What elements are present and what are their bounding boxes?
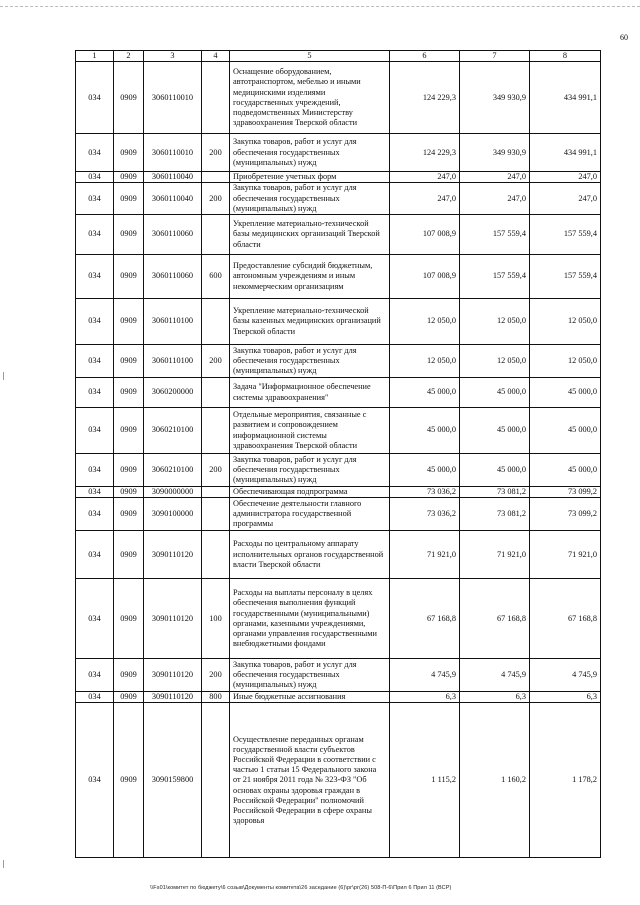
description-cell: Обеспечивающая подпрограмма: [230, 487, 390, 498]
section-code-cell: 0909: [114, 134, 144, 172]
section-code-cell: 0909: [114, 692, 144, 703]
table-row: [76, 579, 601, 659]
amount-year1-cell: 107 008,9: [390, 255, 460, 299]
admin-code-cell: 034: [76, 692, 114, 703]
target-article-cell: 3090110120: [144, 659, 202, 692]
admin-code-cell: 034: [76, 579, 114, 659]
table-row: [76, 62, 601, 134]
amount-year3-cell: 4 745,9: [530, 659, 601, 692]
admin-code-cell: 034: [76, 378, 114, 408]
table-row: [76, 454, 601, 487]
expense-type-cell: [202, 215, 230, 255]
table-row: [76, 255, 601, 299]
admin-code-cell: 034: [76, 255, 114, 299]
table-row: [76, 498, 601, 531]
expense-type-cell: [202, 408, 230, 454]
target-article-cell: 3060110100: [144, 299, 202, 345]
admin-code-cell: 034: [76, 454, 114, 487]
section-code-cell: 0909: [114, 378, 144, 408]
target-article-cell: 3060110040: [144, 183, 202, 215]
target-article-cell: 3060110060: [144, 215, 202, 255]
expense-type-cell: 200: [202, 454, 230, 487]
table-row: [76, 378, 601, 408]
table-row: [76, 487, 601, 498]
amount-year1-cell: 124 229,3: [390, 134, 460, 172]
amount-year2-cell: 1 160,2: [460, 703, 530, 858]
target-article-cell: 3060110040: [144, 172, 202, 183]
amount-year1-cell: 124 229,3: [390, 62, 460, 134]
target-article-cell: 3060210100: [144, 408, 202, 454]
amount-year2-cell: 73 081,2: [460, 498, 530, 531]
amount-year2-cell: 247,0: [460, 183, 530, 215]
target-article-cell: 3060110010: [144, 62, 202, 134]
target-article-cell: 3060200000: [144, 378, 202, 408]
amount-year1-cell: 4 745,9: [390, 659, 460, 692]
expense-type-cell: 600: [202, 255, 230, 299]
description-cell: Оснащение оборудованием, автотранспортом, мебелью и иными медицинскими изделиями государственных учреждений, подведомственных Министерству здравоохранения Тверской области: [230, 62, 390, 134]
amount-year3-cell: 1 178,2: [530, 703, 601, 858]
admin-code-cell: 034: [76, 659, 114, 692]
section-code-cell: 0909: [114, 498, 144, 531]
table-row: [76, 172, 601, 183]
expense-type-cell: 200: [202, 183, 230, 215]
amount-year2-cell: 12 050,0: [460, 299, 530, 345]
section-code-cell: 0909: [114, 255, 144, 299]
section-code-cell: 0909: [114, 703, 144, 858]
target-article-cell: 3060110100: [144, 345, 202, 378]
column-header-7: 7: [460, 51, 530, 62]
description-cell: Укрепление материально-технической базы медицинских организаций Тверской области: [230, 215, 390, 255]
column-header-5: 5: [230, 51, 390, 62]
description-cell: Закупка товаров, работ и услуг для обеспечения государственных (муниципальных) нужд: [230, 659, 390, 692]
amount-year2-cell: 157 559,4: [460, 255, 530, 299]
target-article-cell: 3090110120: [144, 531, 202, 579]
table-row: [76, 692, 601, 703]
expense-type-cell: 100: [202, 579, 230, 659]
amount-year1-cell: 12 050,0: [390, 345, 460, 378]
description-cell: Укрепление материально-технической базы казенных медицинских организаций Тверской области: [230, 299, 390, 345]
expense-type-cell: 200: [202, 345, 230, 378]
table-row: [76, 215, 601, 255]
table-row: [76, 659, 601, 692]
admin-code-cell: 034: [76, 299, 114, 345]
section-code-cell: 0909: [114, 454, 144, 487]
description-cell: Задача "Информационное обеспечение системы здравоохранения": [230, 378, 390, 408]
section-code-cell: 0909: [114, 183, 144, 215]
amount-year1-cell: 247,0: [390, 172, 460, 183]
expense-type-cell: 200: [202, 659, 230, 692]
target-article-cell: 3090110120: [144, 579, 202, 659]
admin-code-cell: 034: [76, 62, 114, 134]
description-cell: Закупка товаров, работ и услуг для обеспечения государственных (муниципальных) нужд: [230, 454, 390, 487]
amount-year1-cell: 12 050,0: [390, 299, 460, 345]
column-header-8: 8: [530, 51, 601, 62]
amount-year3-cell: 157 559,4: [530, 255, 601, 299]
amount-year2-cell: 67 168,8: [460, 579, 530, 659]
column-header-4: 4: [202, 51, 230, 62]
table-row: [76, 408, 601, 454]
amount-year2-cell: 45 000,0: [460, 454, 530, 487]
amount-year1-cell: 1 115,2: [390, 703, 460, 858]
footer-file-path: \\Fs01\комитет по бюджету\6 созыв\Документы комитета\26 заседание (6)\рг\рг(26) 508-П-6\Прил 6 Прил 11 (ВСР): [150, 885, 452, 891]
description-cell: Расходы по центральному аппарату исполнительных органов государственной власти Тверской области: [230, 531, 390, 579]
amount-year3-cell: 247,0: [530, 172, 601, 183]
expense-type-cell: [202, 62, 230, 134]
table-row: [76, 183, 601, 215]
table-row: [76, 531, 601, 579]
amount-year1-cell: 107 008,9: [390, 215, 460, 255]
section-code-cell: 0909: [114, 172, 144, 183]
target-article-cell: 3090000000: [144, 487, 202, 498]
admin-code-cell: 034: [76, 408, 114, 454]
admin-code-cell: 034: [76, 172, 114, 183]
column-header-3: 3: [144, 51, 202, 62]
margin-mark: [3, 860, 4, 868]
amount-year3-cell: 12 050,0: [530, 345, 601, 378]
admin-code-cell: 034: [76, 183, 114, 215]
description-cell: Отдельные мероприятия, связанные с развитием и сопровождением информационной системы здравоохранения Тверской области: [230, 408, 390, 454]
admin-code-cell: 034: [76, 531, 114, 579]
target-article-cell: 3090159800: [144, 703, 202, 858]
section-code-cell: 0909: [114, 531, 144, 579]
description-cell: Иные бюджетные ассигнования: [230, 692, 390, 703]
amount-year1-cell: 73 036,2: [390, 498, 460, 531]
target-article-cell: 3060210100: [144, 454, 202, 487]
section-code-cell: 0909: [114, 408, 144, 454]
table-row: [76, 345, 601, 378]
admin-code-cell: 034: [76, 215, 114, 255]
amount-year2-cell: 247,0: [460, 172, 530, 183]
amount-year3-cell: 45 000,0: [530, 408, 601, 454]
admin-code-cell: 034: [76, 703, 114, 858]
amount-year3-cell: 73 099,2: [530, 498, 601, 531]
section-code-cell: 0909: [114, 579, 144, 659]
expense-type-cell: 200: [202, 134, 230, 172]
expense-type-cell: 800: [202, 692, 230, 703]
amount-year3-cell: 12 050,0: [530, 299, 601, 345]
amount-year2-cell: 71 921,0: [460, 531, 530, 579]
target-article-cell: 3060110060: [144, 255, 202, 299]
amount-year2-cell: 157 559,4: [460, 215, 530, 255]
amount-year3-cell: 157 559,4: [530, 215, 601, 255]
section-code-cell: 0909: [114, 299, 144, 345]
column-header-6: 6: [390, 51, 460, 62]
table-row: [76, 703, 601, 858]
expense-type-cell: [202, 378, 230, 408]
amount-year2-cell: 73 081,2: [460, 487, 530, 498]
amount-year1-cell: 67 168,8: [390, 579, 460, 659]
amount-year1-cell: 73 036,2: [390, 487, 460, 498]
admin-code-cell: 034: [76, 134, 114, 172]
column-header-1: 1: [76, 51, 114, 62]
description-cell: Расходы на выплаты персоналу в целях обеспечения выполнения функций государственными (муниципальными) органами, казенными учреждениями, органами управления государственными внебюджетными фондами: [230, 579, 390, 659]
amount-year2-cell: 45 000,0: [460, 408, 530, 454]
admin-code-cell: 034: [76, 498, 114, 531]
description-cell: Осуществление переданных органам государственной власти субъектов Российской Федерации в соответствии с частью 1 статьи 15 Федерального закона от 21 ноября 2011 года № 323-ФЗ "Об основах охраны здоровья граждан в Российской Федерации" полномочий Российской Федерации в сфере охраны здоровья: [230, 703, 390, 858]
expense-type-cell: [202, 487, 230, 498]
description-cell: Обеспечение деятельности главного администратора государственной программы: [230, 498, 390, 531]
amount-year2-cell: 6,3: [460, 692, 530, 703]
amount-year3-cell: 6,3: [530, 692, 601, 703]
amount-year1-cell: 45 000,0: [390, 378, 460, 408]
amount-year3-cell: 67 168,8: [530, 579, 601, 659]
margin-mark: [3, 372, 4, 380]
amount-year3-cell: 434 991,1: [530, 134, 601, 172]
amount-year3-cell: 45 000,0: [530, 378, 601, 408]
description-cell: Предоставление субсидий бюджетным, автономным учреждениям и иным некоммерческим организациям: [230, 255, 390, 299]
section-code-cell: 0909: [114, 62, 144, 134]
target-article-cell: 3090100000: [144, 498, 202, 531]
budget-table: [75, 50, 601, 858]
column-header-2: 2: [114, 51, 144, 62]
expense-type-cell: [202, 498, 230, 531]
admin-code-cell: 034: [76, 487, 114, 498]
description-cell: Закупка товаров, работ и услуг для обеспечения государственных (муниципальных) нужд: [230, 183, 390, 215]
page-number: 60: [620, 33, 628, 42]
expense-type-cell: [202, 299, 230, 345]
amount-year3-cell: 434 991,1: [530, 62, 601, 134]
amount-year1-cell: 45 000,0: [390, 408, 460, 454]
admin-code-cell: 034: [76, 345, 114, 378]
section-code-cell: 0909: [114, 659, 144, 692]
expense-type-cell: [202, 531, 230, 579]
amount-year2-cell: 349 930,9: [460, 62, 530, 134]
amount-year3-cell: 71 921,0: [530, 531, 601, 579]
target-article-cell: 3090110120: [144, 692, 202, 703]
section-code-cell: 0909: [114, 345, 144, 378]
section-code-cell: 0909: [114, 215, 144, 255]
amount-year2-cell: 349 930,9: [460, 134, 530, 172]
amount-year2-cell: 4 745,9: [460, 659, 530, 692]
amount-year1-cell: 71 921,0: [390, 531, 460, 579]
amount-year3-cell: 45 000,0: [530, 454, 601, 487]
description-cell: Закупка товаров, работ и услуг для обеспечения государственных (муниципальных) нужд: [230, 134, 390, 172]
description-cell: Приобретение учетных форм: [230, 172, 390, 183]
section-code-cell: 0909: [114, 487, 144, 498]
amount-year3-cell: 247,0: [530, 183, 601, 215]
scan-edge-line: [0, 6, 640, 7]
expense-type-cell: [202, 172, 230, 183]
amount-year1-cell: 6,3: [390, 692, 460, 703]
amount-year1-cell: 45 000,0: [390, 454, 460, 487]
table-body: [76, 62, 601, 858]
amount-year3-cell: 73 099,2: [530, 487, 601, 498]
description-cell: Закупка товаров, работ и услуг для обеспечения государственных (муниципальных) нужд: [230, 345, 390, 378]
table-header-row: [76, 51, 601, 62]
table-row: [76, 134, 601, 172]
amount-year2-cell: 12 050,0: [460, 345, 530, 378]
table-row: [76, 299, 601, 345]
amount-year2-cell: 45 000,0: [460, 378, 530, 408]
target-article-cell: 3060110010: [144, 134, 202, 172]
expense-type-cell: [202, 703, 230, 858]
amount-year1-cell: 247,0: [390, 183, 460, 215]
